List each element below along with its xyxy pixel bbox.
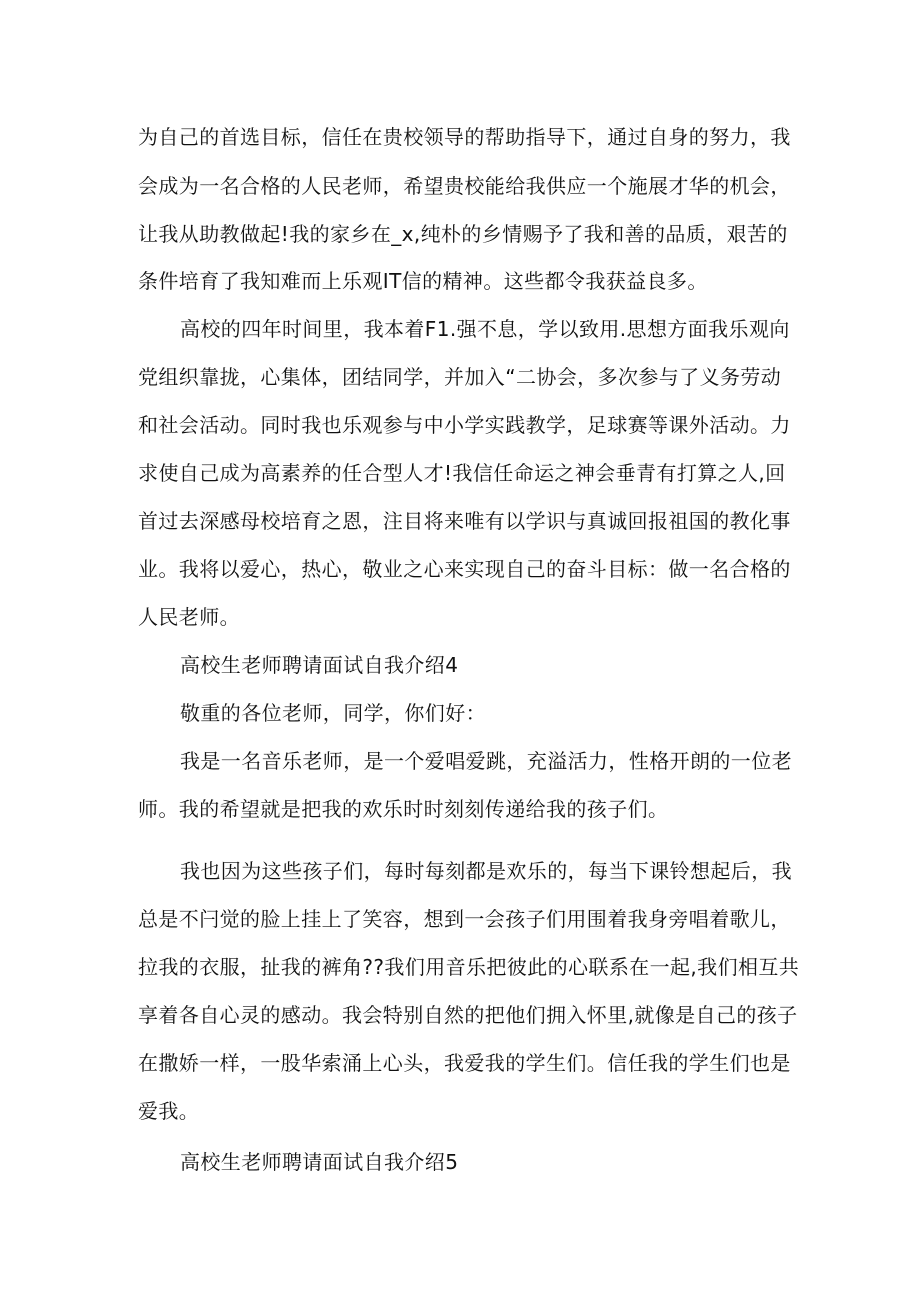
paragraph2-line-6: 业。我将以爱心，热心，敬业之心来实现自己的奋斗目标：做一名合格的: [138, 557, 791, 581]
paragraph4-line-6: 爱我。: [138, 1099, 200, 1123]
paragraph4-line-3: 拉我的衣服，扯我的裤角??我们用音乐把彼此的心联系在一起,我们相互共: [138, 955, 800, 979]
paragraph1-line-3: 让我从助教做起!我的家乡在_x,纯朴的乡情赐予了我和善的品质，艰苦的: [138, 222, 788, 246]
paragraph2-line-5: 首过去深感母校培育之恩，注目将来唯有以学识与真诚回报祖国的教化事: [138, 509, 791, 533]
paragraph4-line-5: 在撒娇一样，一股华索涌上心头，我爱我的学生们。信任我的学生们也是: [138, 1051, 791, 1075]
paragraph2-line-3: 和社会活动。同时我也乐观参与中小学实践教学，足球赛等课外活动。力: [138, 413, 791, 437]
paragraph4-line-4: 享着各自心灵的感动。我会特别自然的把他们拥入怀里,就像是自己的孩子: [138, 1003, 798, 1027]
paragraph3-line-1: 我是一名音乐老师，是一个爱唱爱跳，充溢活力，性格开朗的一位老: [180, 749, 792, 773]
paragraph2-line-1: 高校的四年时间里，我本着F1.强不息，学以致用.思想方面我乐观向: [180, 317, 790, 341]
section-heading-4: 高校生老师聘请面试自我介绍4: [180, 653, 459, 677]
paragraph4-line-1: 我也因为这些孩子们，每时每刻都是欢乐的，每当下课铃想起后，我: [180, 859, 792, 883]
paragraph2-line-4: 求使自己成为高素养的任合型人才!我信任命运之神会垂青有打算之人,回: [138, 461, 786, 485]
greeting: 敬重的各位老师，同学，你们好：: [180, 701, 486, 725]
paragraph2-line-2: 党组织靠拢，心集体，团结同学，并加入“二协会，多次参与了义务劳动: [138, 365, 782, 389]
paragraph2-line-7: 人民老师。: [138, 605, 240, 629]
paragraph1-line-2: 会成为一名合格的人民老师，希望贵校能给我供应一个施展才华的机会，: [138, 174, 791, 198]
paragraph3-line-2: 师。我的希望就是把我的欢乐时时刻刻传递给我的孩子们。: [138, 797, 669, 821]
paragraph1-line-4: 条件培育了我知难而上乐观IT信的精神。这些都令我获益良多。: [138, 269, 708, 293]
paragraph1-line-1: 为自己的首选目标，信任在贵校领导的帮助指导下，通过自身的努力，我: [138, 125, 791, 149]
paragraph4-line-2: 总是不闩觉的脸上挂上了笑容，想到一会孩子们用围着我身旁唱着歌儿，: [138, 907, 791, 931]
section-heading-5: 高校生老师聘请面试自我介绍5: [180, 1150, 459, 1174]
